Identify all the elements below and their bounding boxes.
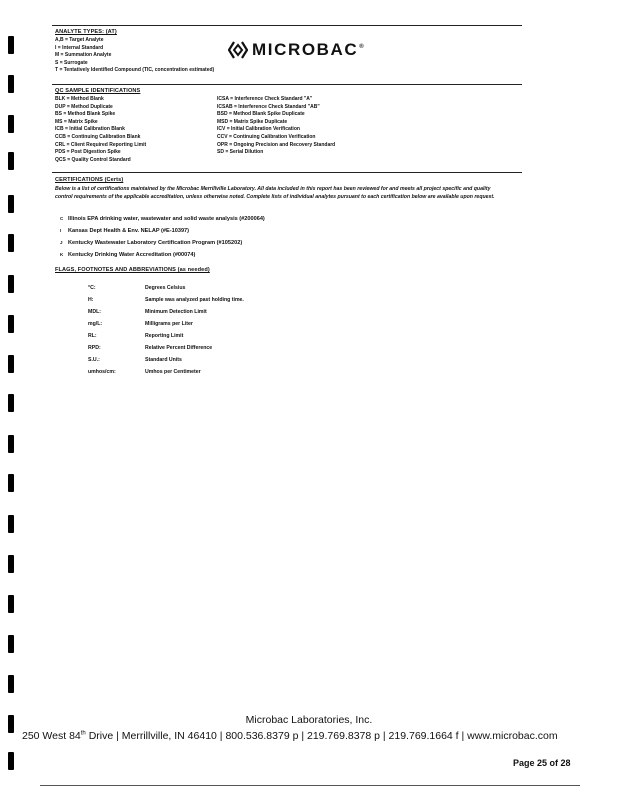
analyte-types-list bbox=[55, 37, 214, 75]
list-item: CCV = Continuing Calibration Verification bbox=[217, 133, 316, 140]
list-item: ICB = Initial Calibration Blank bbox=[55, 126, 125, 133]
flag-term: RPD: bbox=[88, 345, 101, 351]
flag-definition: Reporting Limit bbox=[145, 333, 184, 339]
list-item: BLK = Method Blank bbox=[55, 96, 104, 102]
section-rule bbox=[52, 172, 522, 173]
binder-hole-mark bbox=[8, 115, 14, 133]
footer-address: 250 West 84th Drive | Merrillville, IN 46410 | 800.536.8379 p | 219.769.8378 p | 219.769.1664 f | www.microbac.com bbox=[22, 730, 558, 742]
flag-term: mg/L: bbox=[88, 321, 103, 327]
binder-hole-mark bbox=[8, 195, 14, 213]
certification-item bbox=[60, 252, 195, 258]
flag-term: S.U.: bbox=[88, 357, 100, 363]
qc-title: QC SAMPLE IDENTIFICATIONS bbox=[55, 88, 141, 94]
section-rule bbox=[52, 84, 522, 85]
certification-item bbox=[60, 228, 189, 234]
cert-marker: I bbox=[60, 228, 62, 233]
binder-hole-mark bbox=[8, 315, 14, 333]
certification-item bbox=[60, 216, 265, 222]
flag-term: °C: bbox=[88, 285, 96, 291]
certifications-title: CERTIFICATIONS (Certs) bbox=[55, 177, 124, 183]
flag-definition: Sample was analyzed past holding time. bbox=[145, 297, 244, 303]
flag-term: RL: bbox=[88, 333, 97, 339]
list-item: CCB = Continuing Calibration Blank bbox=[55, 133, 141, 140]
qc-right-list bbox=[217, 96, 335, 157]
list-item: BSD = Method Blank Spike Duplicate bbox=[217, 111, 305, 118]
binder-hole-mark bbox=[8, 635, 14, 653]
list-item: PDS = Post Digestion Spike bbox=[55, 149, 121, 156]
page-number: Page 25 of 28 bbox=[513, 758, 571, 768]
logo-wordmark: MICROBAC® bbox=[252, 40, 366, 59]
list-item: M = Summation Analyte bbox=[55, 52, 112, 59]
binder-hole-mark bbox=[8, 752, 14, 770]
list-item: BS = Method Blank Spike bbox=[55, 111, 116, 118]
binder-hole-mark bbox=[8, 355, 14, 373]
cert-marker: C bbox=[60, 216, 64, 221]
cert-marker: J bbox=[60, 240, 63, 245]
cert-text: Kentucky Wastewater Laboratory Certification Program (#105202) bbox=[68, 240, 243, 246]
flag-definition: Standard Units bbox=[145, 357, 182, 363]
binder-hole-mark bbox=[8, 394, 14, 412]
list-item: DUP = Method Duplicate bbox=[55, 103, 113, 110]
certification-item bbox=[60, 240, 242, 246]
flag-term: umhos/cm: bbox=[88, 369, 116, 375]
qc-left-list bbox=[55, 96, 146, 164]
list-item: MS = Matrix Spike bbox=[55, 118, 98, 125]
bottom-rule bbox=[40, 785, 580, 786]
list-item: T = Tentatively Identified Compound (TIC, concentration estimated) bbox=[55, 67, 215, 74]
certifications-description: Below is a list of certifications maintained by the Microbac Merrillville Laboratory. All data included in this report has been reviewed for and meets all project specific and quality control requirements of the applicable accreditation, unless otherwise noted. Complete lists of individual analytes pursuant to each certification below are available upon request. bbox=[55, 186, 495, 200]
list-item: ICSAB = Interference Check Standard "AB" bbox=[217, 103, 320, 110]
list-item: CRL = Client Required Reporting Limit bbox=[55, 141, 147, 148]
binder-hole-mark bbox=[8, 555, 14, 573]
cert-text: Illinois EPA drinking water, wastewater and solid waste analysis (#200064) bbox=[68, 216, 265, 222]
top-rule bbox=[52, 25, 522, 26]
footer-company: Microbac Laboratories, Inc. bbox=[245, 714, 373, 726]
analyte-types-title: ANALYTE TYPES: (AT) bbox=[55, 29, 117, 35]
flag-definition: Umhos per Centimeter bbox=[145, 369, 201, 375]
binder-hole-mark bbox=[8, 152, 14, 170]
list-item: I = Internal Standard bbox=[55, 44, 104, 51]
binder-hole-mark bbox=[8, 75, 14, 93]
flag-definition: Relative Percent Difference bbox=[145, 345, 213, 351]
flags-title: FLAGS, FOOTNOTES AND ABBREVIATIONS (as needed) bbox=[55, 267, 210, 273]
binder-hole-mark bbox=[8, 275, 14, 293]
binder-hole-mark bbox=[8, 595, 14, 613]
binder-hole-mark bbox=[8, 515, 14, 533]
binder-hole-mark bbox=[8, 474, 14, 492]
flag-definition: Milligrams per Liter bbox=[145, 321, 193, 327]
binder-hole-mark bbox=[8, 435, 14, 453]
binder-hole-mark bbox=[8, 36, 14, 54]
list-item: S = Surrogate bbox=[55, 59, 88, 66]
cert-text: Kentucky Drinking Water Accreditation (#00074) bbox=[68, 252, 196, 258]
microbac-logo bbox=[228, 40, 365, 60]
list-item: MSD = Matrix Spike Duplicate bbox=[217, 118, 288, 125]
list-item: A,B = Target Analyte bbox=[55, 37, 104, 43]
binder-hole-mark bbox=[8, 234, 14, 252]
microbac-logo-icon bbox=[228, 41, 248, 59]
list-item: OPR = Ongoing Precision and Recovery Standard bbox=[217, 141, 336, 148]
list-item: QCS = Quality Control Standard bbox=[55, 156, 131, 163]
flag-definition: Minimum Detection Limit bbox=[145, 309, 207, 315]
list-item: SD = Serial Dilution bbox=[217, 149, 264, 156]
cert-marker: K bbox=[60, 252, 64, 257]
flag-term: H: bbox=[88, 297, 94, 303]
binder-hole-mark bbox=[8, 675, 14, 693]
list-item: ICV = Initial Calibration Verification bbox=[217, 126, 300, 133]
cert-text: Kansas Dept Health & Env. NELAP (#E-10397) bbox=[68, 228, 190, 234]
flag-term: MDL: bbox=[88, 309, 101, 315]
flag-definition: Degrees Celsius bbox=[145, 285, 186, 291]
list-item: ICSA = Interference Check Standard "A" bbox=[217, 96, 313, 102]
